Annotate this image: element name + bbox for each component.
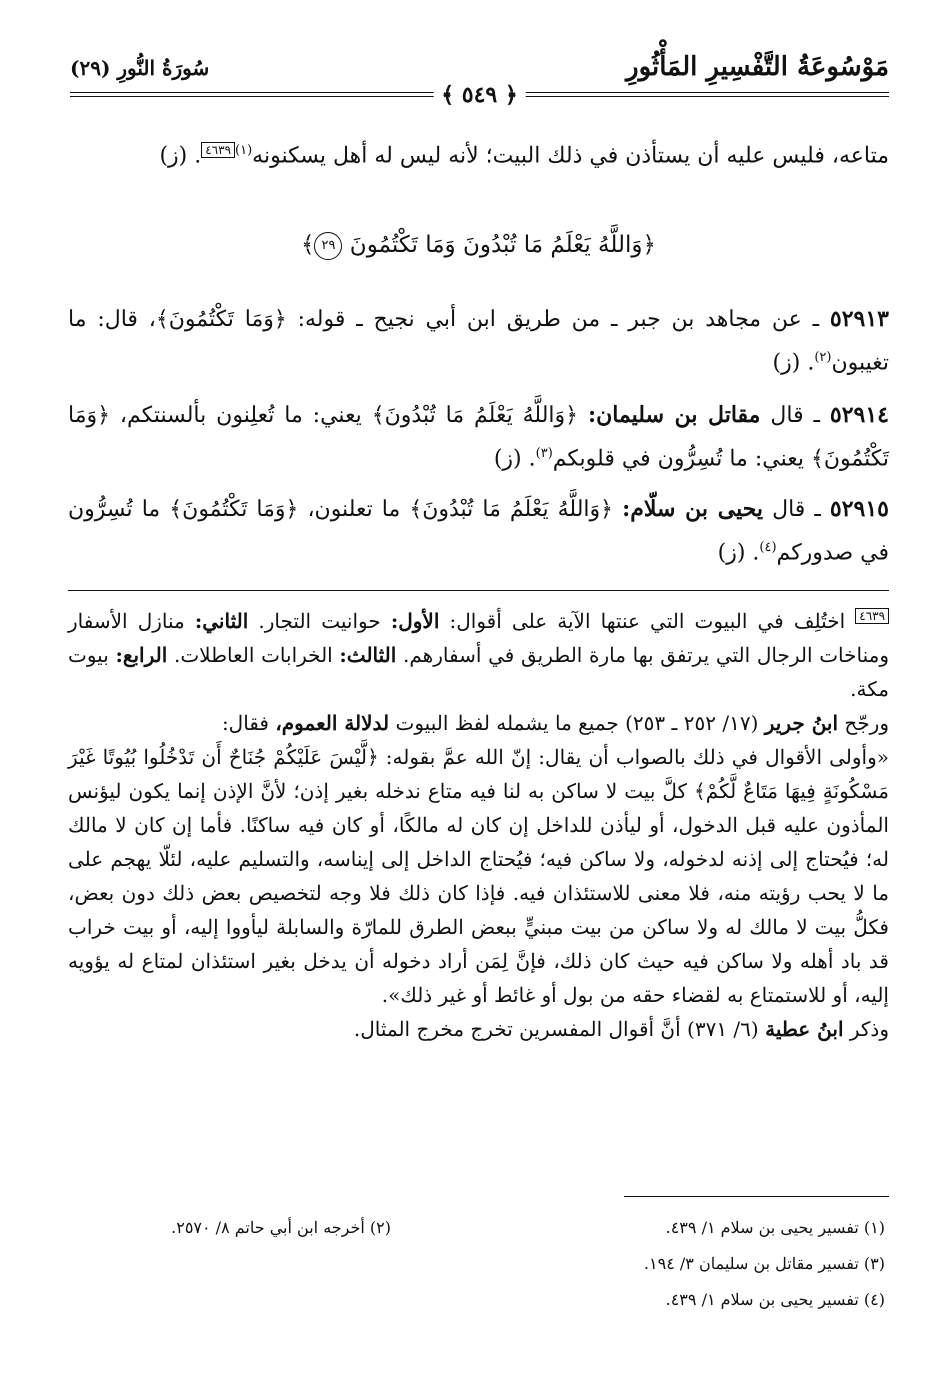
- narration-52914: [68, 396, 889, 478]
- narration-text: ﴿وَاللَّهُ يَعْلَمُ مَا تُبْدُونَ﴾ ما تعلنون، ﴿وَمَا تَكْتُمُونَ﴾ ما تُسِرُّون في صدوركم: [68, 497, 889, 566]
- narration-52915: [68, 490, 889, 572]
- quran-verse: [68, 232, 889, 260]
- note-quote: «وأولى الأقوال في ذلك بالصواب أن يقال: إنّ الله عمَّ بقوله: ﴿لَّيْسَ عَلَيْكُمْ جُنَاحٌ أَن تَدْخُلُوا بُيُوتًا غَيْرَ مَسْكُونَةٍ فِيهَا مَتَاعٌ لَّكُمْ﴾ كلَّ بيت لا ساكن به لنا فيه متاع ندخله بغير إذن؛ لأنَّ الإذن إنما يكون ليؤنس المأذون عليه قبل الدخول، أو ليأذن للداخل إن كان له مالكًا، أو كان فيه ساكنًا. فأما إن كان لا مالك له؛ فيُحتاج إلى إذنه لدخوله، ولا ساكن فيه؛ فيُحتاج الداخل إلى إيناسه، والتسليم عليه، لئلّا يهجم على ما لا يحب رؤيته منه، فلا معنى للاستئذان فيه. فإذا كان ذلك فلا وجه لتخصيص بعض ذلك دون بعض، فكلُّ بيت لا مالك له ولا ساكن من بيت مبنيٍّ ببعض الطرق للمارّة والسابلة ليأووا إليه، أو بيت خراب قد باد أهله ولا ساكن فيه حيث كان ذلك، فإنَّ لِمَن أراد دخوله أن يدخل بغير استئذان لمتاع له يؤويه إليه، أو للاستمتاع به لقضاء حقه من بول أو غائط أو غير ذلك».: [68, 745, 890, 1007]
- note-text: ورجّح: [844, 711, 889, 735]
- note-text: بيوت مكة.: [68, 643, 889, 701]
- page-number: ﴿ ٥٤٩ ﴾: [433, 82, 526, 108]
- source-tag: . (ز): [493, 446, 536, 472]
- scholar-name: ابنُ جرير: [764, 711, 839, 735]
- note-text: منازل الأسفار ومناخات الرجال التي يرتفق بها مارة الطريق في أسفارهم.: [68, 609, 890, 667]
- footnote-marker: (٢): [814, 350, 832, 365]
- page-header: [70, 52, 889, 108]
- note-ref-box: ٤٦٣٩: [201, 142, 235, 158]
- narrator-name: يحيى بن سلّام:: [622, 496, 764, 522]
- note-ref-box: ٤٦٣٩: [855, 608, 889, 624]
- footnote-marker: (١): [235, 143, 253, 158]
- note-text: حوانيت التجار.: [258, 609, 381, 633]
- narration-text: ﴿وَاللَّهُ يَعْلَمُ مَا تُبْدُونَ﴾ يعني: ما تُعلِنون بألسنتكم، ﴿وَمَا تَكْتُمُونَ﴾ يعني: ما تُسِرُّون في قلوبكم: [68, 403, 889, 472]
- footnote-2: (٢) أخرجه ابن أبي حاتم ٨/ ٢٥٧٠.: [171, 1218, 391, 1237]
- note-text: (١٧/ ٢٥٢ ـ ٢٥٣) جميع ما يشمله لفظ البيوت: [395, 711, 759, 735]
- verse-number-badge: ٢٩: [314, 232, 342, 260]
- footnote-1: (١) تفسير يحيى بن سلام ١/ ٤٣٩.: [665, 1218, 885, 1237]
- note-text: اختُلِف في البيوت التي عنتها الآية على أقوال:: [449, 609, 846, 633]
- source-tag: . (ز): [717, 540, 760, 566]
- note-emphasis: لدلالة العموم،: [275, 711, 390, 735]
- book-title: مَوْسُوعَةُ التَّفْسِيرِ المَأْثُورِ: [626, 52, 889, 82]
- narration-number: ٥٢٩١٣: [829, 306, 889, 332]
- narration-prefix: ـ قال: [770, 403, 820, 428]
- footnote-4: (٤) تفسير يحيى بن سلام ١/ ٤٣٩.: [665, 1290, 885, 1309]
- narration-prefix: ـ قال: [772, 497, 821, 522]
- paragraph-continued: [68, 132, 889, 175]
- verse-close-bracket: ﴾: [301, 232, 315, 258]
- footnote-separator: [624, 1196, 889, 1197]
- narration-number: ٥٢٩١٤: [829, 402, 889, 428]
- paragraph-text: متاعه، فليس عليه أن يستأذن في ذلك البيت؛ لأنه ليس له أهل يسكنونه: [252, 143, 889, 169]
- note-text: الخرابات العاطلات.: [173, 643, 333, 667]
- narration-52913: [68, 300, 889, 382]
- narrator-name: مقاتل بن سليمان:: [587, 402, 761, 428]
- note-text: (٦/ ٣٧١) أنَّ أقوال المفسرين تخرج مخرج المثال.: [353, 1017, 759, 1041]
- opinion-label: الثالث:: [339, 643, 397, 667]
- verse-text: ﴿وَاللَّهُ يَعْلَمُ مَا تُبْدُونَ وَمَا تَكْتُمُونَ: [349, 232, 656, 258]
- editorial-note: [68, 604, 889, 1046]
- footnote-marker: (٣): [535, 446, 553, 461]
- footnote-3: (٣) تفسير مقاتل بن سليمان ٣/ ١٩٤.: [643, 1254, 885, 1273]
- note-separator: [68, 590, 889, 591]
- opinion-label: الثاني:: [194, 609, 249, 633]
- source-tag: . (ز): [159, 143, 202, 169]
- scholar-name: ابنُ عطية: [765, 1017, 844, 1041]
- sura-title: سُورَةُ النُّورِ (٢٩): [70, 56, 210, 80]
- source-tag: . (ز): [772, 350, 815, 376]
- note-text: فقال:: [221, 711, 269, 735]
- narration-number: ٥٢٩١٥: [829, 496, 889, 522]
- opinion-label: الرابع:: [115, 643, 168, 667]
- opinion-label: الأول:: [390, 609, 440, 633]
- footnote-marker: (٤): [759, 540, 777, 555]
- narration-text: ـ عن مجاهد بن جبر ـ من طريق ابن أبي نجيح ـ قوله: ﴿وَمَا تَكْتُمُونَ﴾، قال: ما تغيبون: [68, 307, 889, 376]
- note-text: وذكر: [849, 1017, 889, 1041]
